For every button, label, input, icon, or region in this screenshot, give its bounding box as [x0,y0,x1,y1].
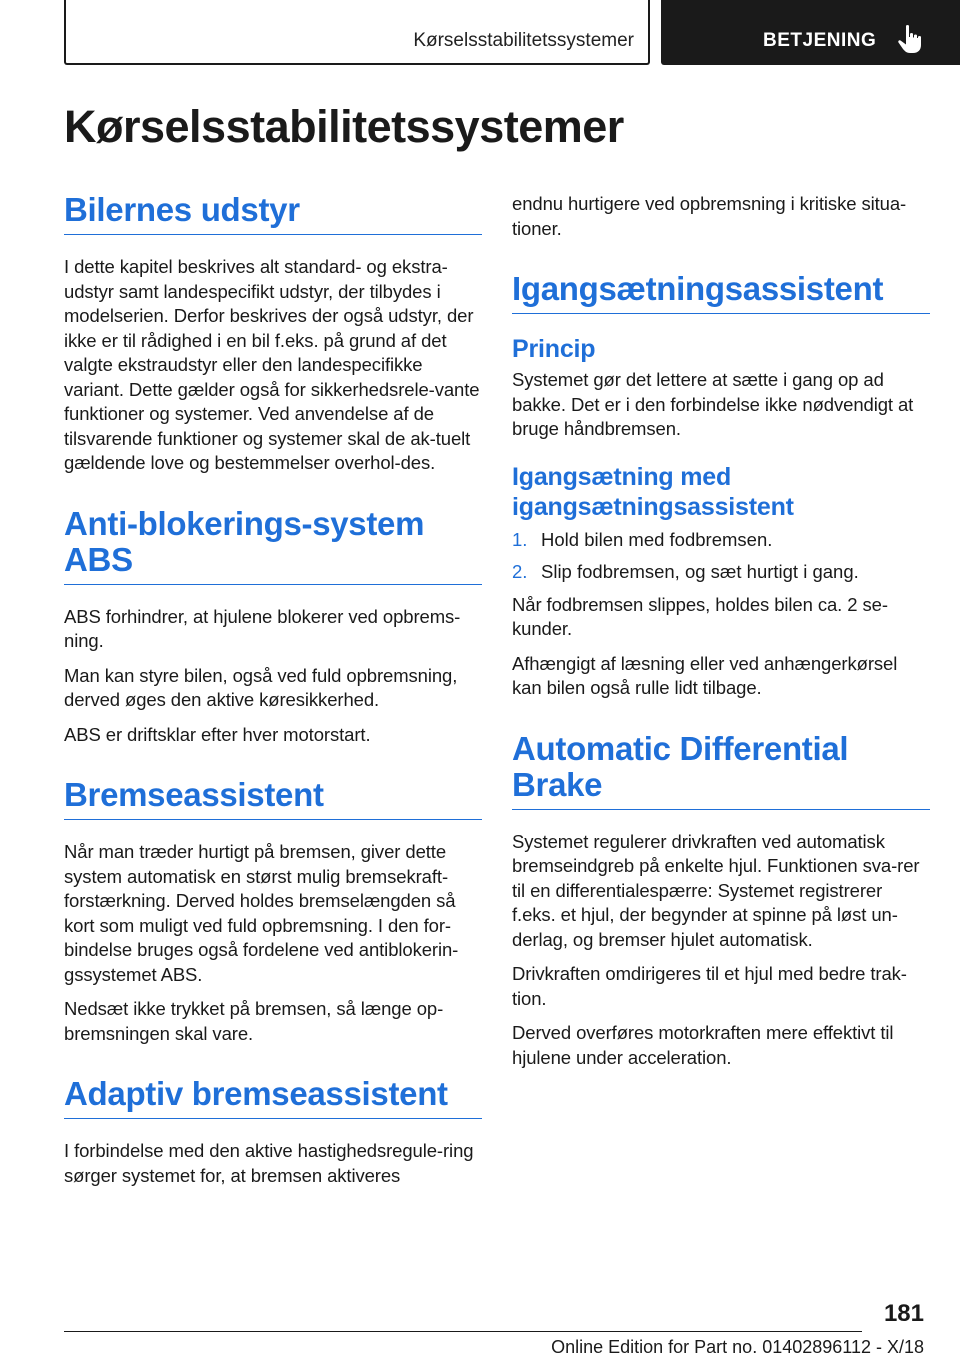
paragraph: Drivkraften omdirigeres til et hjul med bedre trak-tion. [512,963,907,1009]
subheading-line1: Igangsætning med [512,462,732,491]
heading-abs-line1: Anti-blokerings-system [64,504,425,542]
paragraph: Systemet regulerer drivkraften ved automatisk bremseindgreb på enkelte hjul. Funktionen sva-rer til en differentialespærre: Systemet registrerer f.eks. et hjul, der begynder at spinne på løst un-derlag, og bremser hjulet automatisk. [512,830,920,950]
right-column [512,192,930,1070]
hand-pointer-icon [897,24,923,54]
paragraph: Når fodbremsen slippes, holdes bilen ca. 2 se-kunder. [512,593,888,639]
header-chapter-tab[interactable] [661,0,960,65]
page-number: 181 [883,1300,924,1327]
heading-adaptiv-bremseassistent: Adaptiv bremseassistent [64,1076,482,1119]
step-number: 2. [512,561,528,582]
paragraph: I dette kapitel beskrives alt standard- og ekstra-udstyr samt landespecifikt udstyr, der tilbydes i modelserien. Derfor beskrives der også udstyr, der ikke er til rådighed i en bil f.eks. på grund af det valgte ekstraudstyr eller den landespecifikke variant. Dette gælder også for sikkerhedsrele-vante funktioner og systemer. Ved anvendelse af de tilsvarende funktioner og systemer skal de ak-tuelt gældende love og bestemmelser overhol-des. [64,256,480,473]
subheading-igangsaetning [512,462,930,522]
step-text: Hold bilen med fodbremsen. [541,528,773,550]
paragraph: Nedsæt ikke trykket på bremsen, så længe op-bremsningen skal vare. [64,998,444,1044]
paragraph: Når man træder hurtigt på bremsen, giver dette system automatisk en størst mulig bremsekraft-forstærkning. Derved holdes bremselængden så kort som muligt ved fuld opbremsning. I den for-bindelse bruges også fordelene ved antiblokerin-gssystemet ABS. [64,841,459,985]
paragraph: Afhængigt af læsning eller ved anhængerkørsel kan bilen også rulle lidt tilbage. [512,652,898,698]
page-title: Kørselsstabilitetssystemer [64,101,624,152]
heading-igangsaetningsassistent: Igangsætningsassistent [512,271,930,314]
heading-abs-line2: ABS [64,540,133,578]
subheading-princip: Princip [512,335,596,363]
subheading-line2: igangsætningsassistent [512,492,794,521]
heading-abs [64,506,482,585]
heading-adb-line2: Brake [512,765,603,803]
step-number: 1. [512,528,528,550]
header-section-box [64,0,650,65]
heading-automatic-differential-brake [512,731,930,810]
steps-list [512,528,930,585]
heading-bilernes-udstyr: Bilernes udstyr [64,192,482,235]
heading-bremseassistent: Bremseassistent [64,777,482,820]
paragraph: Man kan styre bilen, også ved fuld opbremsning, derved øges den aktive køresikkerhed. [64,664,458,710]
list-item [512,560,930,585]
paragraph-continued: endnu hurtigere ved opbremsning i kritiske situa-tioner. [512,193,907,239]
footer-edition: Online Edition for Part no. 01402896112 - X/18 [551,1337,924,1357]
paragraph: Systemet gør det lettere at sætte i gang op ad bakke. Det er i den forbindelse ikke nødvendigt at bruge håndbremsen. [512,369,914,439]
step-text: Slip fodbremsen, og sæt hurtigt i gang. [541,561,859,582]
header-chapter-label: BETJENING [763,30,877,51]
heading-adb-line1: Automatic Differential [512,729,849,767]
list-item [512,528,930,553]
header-section-title: Kørselsstabilitetssystemer [413,30,634,51]
paragraph: ABS er driftsklar efter hver motorstart. [64,723,371,745]
footer-divider [64,1331,862,1332]
paragraph: I forbindelse med den aktive hastighedsregule-ring sørger systemet for, at bremsen aktiveres [64,1140,474,1186]
left-column [64,192,482,1188]
paragraph: ABS forhindrer, at hjulene blokerer ved opbrems-ning. [64,605,461,651]
paragraph: Derved overføres motorkraften mere effektivt til hjulene under acceleration. [512,1022,894,1068]
